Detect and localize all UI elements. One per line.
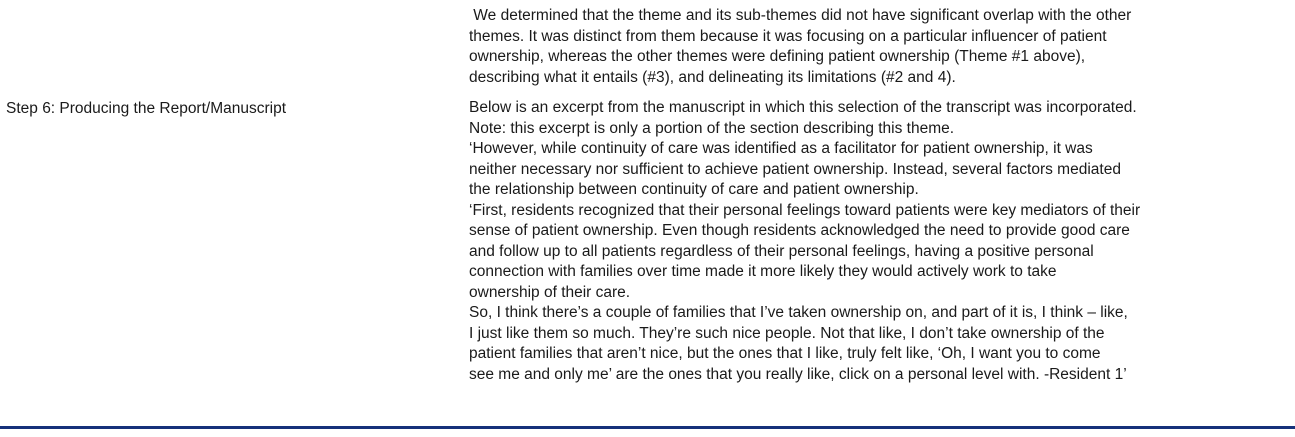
paragraph — [469, 98, 1293, 139]
text-line: sense of patient ownership. Even though residents acknowledged the need to provide good care — [469, 222, 1130, 239]
text-line: connection with families over time made it more likely they would actively work to take — [469, 263, 1057, 280]
text-line: ownership, whereas the other themes were defining patient ownership (Theme #1 above), — [469, 48, 1086, 65]
text-line: Note: this excerpt is only a portion of the section describing this theme. — [469, 119, 955, 137]
row-content — [469, 6, 1293, 88]
paragraph — [469, 201, 1293, 304]
text-line: So, I think there’s a couple of families that I’ve taken ownership on, and part of it is, I think – like, — [469, 304, 1128, 321]
text-line: ‘However, while continuity of care was identified as a facilitator for patient ownership, it was — [469, 140, 1093, 157]
text-line: ‘First, residents recognized that their personal feelings toward patients were key mediators of their — [469, 201, 1141, 219]
row-content — [469, 98, 1293, 385]
text-line: We determined that the theme and its sub-themes did not have significant overlap with the other — [469, 7, 1132, 24]
text-line: see me and only me’ are the ones that you really like, click on a personal level with. -Resident 1’ — [469, 365, 1127, 383]
table-bottom-rule — [0, 426, 1295, 429]
quote-paragraph — [469, 303, 1293, 385]
step-label: Step 6: Producing the Report/Manuscript — [6, 100, 287, 117]
text-line: ownership of their care. — [469, 283, 631, 301]
text-line: the relationship between continuity of care and patient ownership. — [469, 181, 919, 198]
paragraph — [469, 139, 1293, 201]
text-line: I just like them so much. They’re such nice people. Not that like, I don’t take ownership of the — [469, 324, 1105, 342]
text-line: Below is an excerpt from the manuscript in which this selection of the transcript was incorporated. — [469, 99, 1137, 116]
text-line: patient families that aren’t nice, but the ones that I like, truly felt like, ‘Oh, I want you to come — [469, 345, 1101, 362]
text-line: neither necessary nor sufficient to achieve patient ownership. Instead, several factors mediated — [469, 160, 1121, 178]
text-line: and follow up to all patients regardless of their personal feelings, having a positive personal — [469, 242, 1094, 260]
text-line: describing what it entails (#3), and delineating its limitations (#2 and 4). — [469, 68, 956, 86]
text-line: themes. It was distinct from them because it was focusing on a particular influencer of patient — [469, 27, 1107, 45]
paragraph — [469, 6, 1293, 88]
